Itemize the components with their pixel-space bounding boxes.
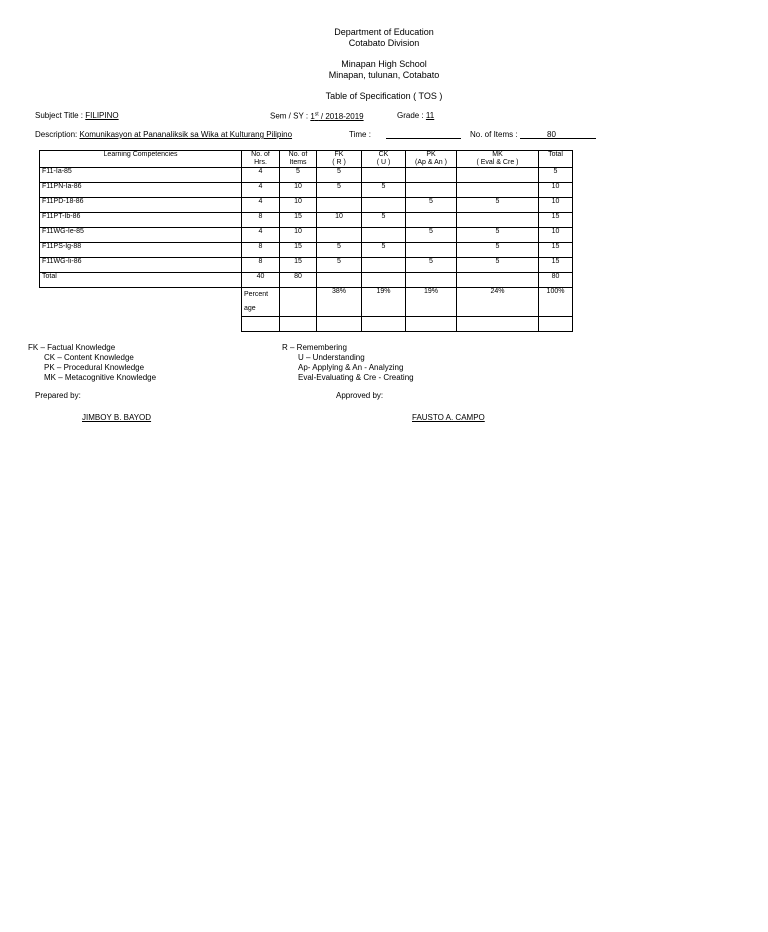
description-value: Komunikasyon at Pananaliksik sa Wika at Kulturang Pilipino bbox=[79, 130, 293, 139]
percent-label-cell: Percent age bbox=[242, 288, 280, 317]
table-cell: 5 bbox=[406, 198, 457, 213]
table-cell bbox=[406, 213, 457, 228]
sem-field bbox=[270, 111, 364, 121]
table-cell bbox=[362, 168, 406, 183]
sem-label: Sem / SY : bbox=[270, 111, 309, 121]
table-cell: 5 bbox=[317, 168, 362, 183]
school-address: Minapan, tulunan, Cotabato bbox=[328, 70, 440, 80]
table-cell bbox=[280, 317, 317, 332]
table-cell: 15 bbox=[539, 243, 573, 258]
table-cell: 15 bbox=[280, 258, 317, 273]
legend-ck: CK – Content Knowledge bbox=[44, 353, 134, 362]
table-cell: F11WG-Ie-85 bbox=[40, 228, 242, 243]
items-label: No. of Items : bbox=[470, 130, 518, 139]
col-header-items: No. of Items bbox=[280, 151, 317, 168]
items-value: 80 bbox=[547, 130, 556, 139]
document-title: Table of Specification ( TOS ) bbox=[325, 91, 443, 101]
table-cell: F11WG-Ii-86 bbox=[40, 258, 242, 273]
table-empty-row bbox=[40, 317, 573, 332]
table-cell: 40 bbox=[242, 273, 280, 288]
table-cell: 5 bbox=[317, 243, 362, 258]
table-cell bbox=[40, 288, 242, 317]
table-row bbox=[40, 228, 573, 243]
table-cell: 15 bbox=[539, 258, 573, 273]
table-cell: F11PD-18-86 bbox=[40, 198, 242, 213]
table-total-row bbox=[40, 273, 573, 288]
table-cell: 5 bbox=[457, 243, 539, 258]
table-cell: 5 bbox=[457, 228, 539, 243]
legend-eval-cre: Eval-Evaluating & Cre - Creating bbox=[298, 373, 414, 382]
table-cell bbox=[242, 317, 280, 332]
table-cell: 8 bbox=[242, 243, 280, 258]
table-cell bbox=[362, 317, 406, 332]
table-cell bbox=[406, 243, 457, 258]
table-cell: 5 bbox=[317, 258, 362, 273]
table-cell: Total bbox=[40, 273, 242, 288]
table-cell: 80 bbox=[280, 273, 317, 288]
description-field bbox=[35, 130, 292, 139]
table-cell: 15 bbox=[280, 243, 317, 258]
table-cell bbox=[406, 168, 457, 183]
table-cell: 5 bbox=[406, 228, 457, 243]
table-cell: 15 bbox=[280, 213, 317, 228]
table-row bbox=[40, 213, 573, 228]
table-cell bbox=[362, 258, 406, 273]
table-cell: 4 bbox=[242, 198, 280, 213]
time-blank-line bbox=[386, 138, 461, 139]
description-label: Description: bbox=[35, 130, 78, 139]
legend-r: R – Remembering bbox=[282, 343, 347, 352]
table-cell: 10 bbox=[317, 213, 362, 228]
table-row bbox=[40, 168, 573, 183]
col-header-pk: PK (Ap & An ) bbox=[406, 151, 457, 168]
table-cell bbox=[457, 213, 539, 228]
subject-value: FILIPINO bbox=[85, 111, 119, 120]
approved-by-name: FAUSTO A. CAMPO bbox=[412, 413, 485, 422]
grade-label: Grade : bbox=[397, 111, 424, 120]
table-cell: 4 bbox=[242, 228, 280, 243]
table-cell: 38% bbox=[317, 288, 362, 317]
prepared-by-name: JIMBOY B. BAYOD bbox=[82, 413, 152, 422]
legend-pk: PK – Procedural Knowledge bbox=[44, 363, 145, 372]
table-cell: 5 bbox=[362, 243, 406, 258]
table-cell bbox=[280, 288, 317, 317]
table-row bbox=[40, 198, 573, 213]
col-header-total: Total bbox=[539, 151, 573, 168]
table-cell: 80 bbox=[539, 273, 573, 288]
table-cell bbox=[362, 198, 406, 213]
subject-label: Subject Title : bbox=[35, 111, 84, 120]
table-cell: 100% bbox=[539, 288, 573, 317]
table-cell: 5 bbox=[362, 213, 406, 228]
legend-fk: FK – Factual Knowledge bbox=[28, 343, 116, 352]
table-cell: 5 bbox=[457, 198, 539, 213]
table-cell: F11PS-Ig-88 bbox=[40, 243, 242, 258]
table-cell: 5 bbox=[539, 168, 573, 183]
table-cell: 4 bbox=[242, 183, 280, 198]
table-cell: 19% bbox=[406, 288, 457, 317]
grade-field bbox=[397, 111, 434, 120]
table-cell: 10 bbox=[280, 183, 317, 198]
table-cell bbox=[317, 317, 362, 332]
table-cell: 4 bbox=[242, 168, 280, 183]
approved-by-label: Approved by: bbox=[336, 391, 384, 400]
table-cell bbox=[406, 317, 457, 332]
table-cell: 19% bbox=[362, 288, 406, 317]
table-cell bbox=[362, 273, 406, 288]
table-cell bbox=[406, 183, 457, 198]
col-header-ck: CK ( U ) bbox=[362, 151, 406, 168]
col-header-mk: MK ( Eval & Cre ) bbox=[457, 151, 539, 168]
col-header-hours: No. of Hrs. bbox=[242, 151, 280, 168]
table-cell: 5 bbox=[317, 183, 362, 198]
grade-value: 11 bbox=[425, 111, 435, 120]
legend-u: U – Understanding bbox=[298, 353, 365, 362]
table-cell bbox=[406, 273, 457, 288]
time-label: Time : bbox=[349, 130, 371, 139]
table-cell: 10 bbox=[539, 198, 573, 213]
table-row bbox=[40, 258, 573, 273]
table-cell bbox=[317, 228, 362, 243]
items-blank-line bbox=[520, 138, 596, 139]
legend-ap-an: Ap- Applying & An - Analyzing bbox=[298, 363, 404, 372]
table-cell: 8 bbox=[242, 213, 280, 228]
legend-mk: MK – Metacognitive Knowledge bbox=[44, 373, 157, 382]
table-cell: 24% bbox=[457, 288, 539, 317]
table-cell: 10 bbox=[280, 198, 317, 213]
table-cell bbox=[457, 183, 539, 198]
table-cell: 5 bbox=[362, 183, 406, 198]
table-cell: 15 bbox=[539, 213, 573, 228]
subject-field bbox=[35, 111, 119, 120]
table-cell: F11PN-Ia-86 bbox=[40, 183, 242, 198]
table-cell bbox=[539, 317, 573, 332]
tos-table bbox=[39, 150, 573, 332]
table-percent-row bbox=[40, 288, 573, 317]
table-header-row bbox=[40, 151, 573, 168]
table-cell bbox=[317, 273, 362, 288]
table-cell: 5 bbox=[457, 258, 539, 273]
school-name: Minapan High School bbox=[341, 59, 427, 69]
table-cell: F11-Ia-85 bbox=[40, 168, 242, 183]
table-cell bbox=[457, 273, 539, 288]
table-cell: 10 bbox=[539, 228, 573, 243]
table-cell: 8 bbox=[242, 258, 280, 273]
prepared-by-label: Prepared by: bbox=[35, 391, 81, 400]
table-cell bbox=[457, 168, 539, 183]
table-cell: 10 bbox=[280, 228, 317, 243]
col-header-competencies: Learning Competencies bbox=[40, 151, 242, 168]
department-name: Department of Education bbox=[334, 27, 434, 37]
table-cell bbox=[457, 317, 539, 332]
table-cell: 10 bbox=[539, 183, 573, 198]
table-cell bbox=[317, 198, 362, 213]
table-cell: 5 bbox=[406, 258, 457, 273]
table-cell: 5 bbox=[280, 168, 317, 183]
table-row bbox=[40, 243, 573, 258]
table-cell: F11PT-Ib-86 bbox=[40, 213, 242, 228]
table-cell bbox=[40, 317, 242, 332]
sem-value: 1st / 2018-2019 bbox=[310, 111, 364, 121]
table-cell bbox=[362, 228, 406, 243]
division-name: Cotabato Division bbox=[348, 38, 420, 48]
col-header-fk: FK ( R ) bbox=[317, 151, 362, 168]
table-row bbox=[40, 183, 573, 198]
